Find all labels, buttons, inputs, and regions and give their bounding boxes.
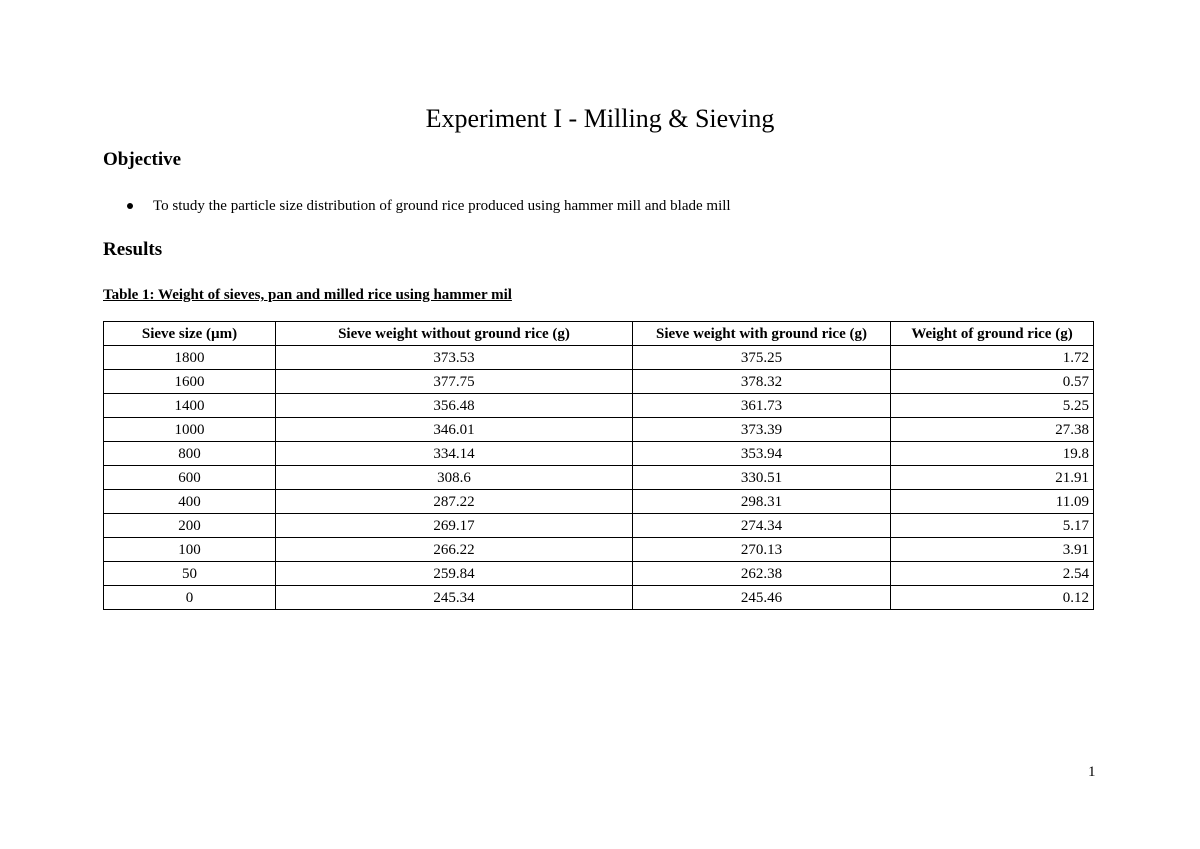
cell-sieve-size: 50 bbox=[104, 562, 276, 586]
cell-sieve-weight-with: 298.31 bbox=[633, 490, 891, 514]
cell-sieve-weight-without: 245.34 bbox=[276, 586, 633, 610]
objective-heading: Objective bbox=[103, 149, 182, 170]
cell-sieve-size: 600 bbox=[104, 466, 276, 490]
cell-ground-rice-weight: 1.72 bbox=[891, 346, 1094, 370]
cell-sieve-weight-with: 330.51 bbox=[633, 466, 891, 490]
table-header-row bbox=[104, 322, 1094, 346]
cell-ground-rice-weight: 0.12 bbox=[891, 586, 1094, 610]
cell-sieve-weight-with: 361.73 bbox=[633, 394, 891, 418]
cell-ground-rice-weight: 5.17 bbox=[891, 514, 1094, 538]
objective-text: To study the particle size distribution of ground rice produced using hammer mill and blade mill bbox=[153, 198, 731, 214]
cell-sieve-weight-with: 373.39 bbox=[633, 418, 891, 442]
cell-sieve-weight-without: 377.75 bbox=[276, 370, 633, 394]
page-title: Experiment I - Milling & Sieving bbox=[425, 104, 775, 133]
cell-ground-rice-weight: 3.91 bbox=[891, 538, 1094, 562]
table-row bbox=[104, 370, 1094, 394]
cell-sieve-size: 800 bbox=[104, 442, 276, 466]
cell-sieve-size: 1000 bbox=[104, 418, 276, 442]
table-row bbox=[104, 586, 1094, 610]
header-sieve-size: Sieve size (µm) bbox=[104, 322, 276, 346]
table-row bbox=[104, 538, 1094, 562]
table-row bbox=[104, 394, 1094, 418]
header-sieve-weight-without: Sieve weight without ground rice (g) bbox=[276, 322, 633, 346]
table-row bbox=[104, 442, 1094, 466]
objective-item bbox=[127, 196, 731, 216]
table-row bbox=[104, 466, 1094, 490]
cell-sieve-size: 1400 bbox=[104, 394, 276, 418]
sieve-weight-table bbox=[103, 321, 1094, 610]
cell-sieve-weight-with: 378.32 bbox=[633, 370, 891, 394]
cell-sieve-weight-with: 270.13 bbox=[633, 538, 891, 562]
table-row bbox=[104, 346, 1094, 370]
objective-list bbox=[127, 196, 731, 216]
header-sieve-weight-with: Sieve weight with ground rice (g) bbox=[633, 322, 891, 346]
table-row bbox=[104, 514, 1094, 538]
cell-sieve-weight-with: 262.38 bbox=[633, 562, 891, 586]
cell-sieve-size: 100 bbox=[104, 538, 276, 562]
cell-sieve-size: 1600 bbox=[104, 370, 276, 394]
cell-sieve-weight-with: 274.34 bbox=[633, 514, 891, 538]
cell-sieve-size: 400 bbox=[104, 490, 276, 514]
bullet-icon bbox=[127, 203, 133, 209]
table-row bbox=[104, 490, 1094, 514]
cell-sieve-weight-without: 308.6 bbox=[276, 466, 633, 490]
cell-sieve-weight-without: 266.22 bbox=[276, 538, 633, 562]
cell-sieve-weight-with: 353.94 bbox=[633, 442, 891, 466]
table-body bbox=[104, 346, 1094, 610]
cell-sieve-weight-without: 346.01 bbox=[276, 418, 633, 442]
cell-sieve-size: 1800 bbox=[104, 346, 276, 370]
cell-ground-rice-weight: 5.25 bbox=[891, 394, 1094, 418]
table-caption: Table 1: Weight of sieves, pan and milled rice using hammer mil bbox=[103, 287, 512, 303]
header-ground-rice-weight: Weight of ground rice (g) bbox=[891, 322, 1094, 346]
cell-sieve-weight-with: 245.46 bbox=[633, 586, 891, 610]
cell-sieve-weight-without: 269.17 bbox=[276, 514, 633, 538]
cell-ground-rice-weight: 11.09 bbox=[891, 490, 1094, 514]
cell-sieve-weight-without: 259.84 bbox=[276, 562, 633, 586]
results-heading: Results bbox=[103, 239, 163, 260]
cell-sieve-weight-with: 375.25 bbox=[633, 346, 891, 370]
table-row bbox=[104, 562, 1094, 586]
cell-sieve-weight-without: 373.53 bbox=[276, 346, 633, 370]
cell-sieve-weight-without: 356.48 bbox=[276, 394, 633, 418]
page-number: 1 bbox=[1088, 764, 1096, 780]
cell-ground-rice-weight: 2.54 bbox=[891, 562, 1094, 586]
table-row bbox=[104, 418, 1094, 442]
cell-ground-rice-weight: 21.91 bbox=[891, 466, 1094, 490]
cell-sieve-size: 0 bbox=[104, 586, 276, 610]
cell-ground-rice-weight: 19.8 bbox=[891, 442, 1094, 466]
cell-ground-rice-weight: 0.57 bbox=[891, 370, 1094, 394]
cell-sieve-weight-without: 287.22 bbox=[276, 490, 633, 514]
cell-sieve-weight-without: 334.14 bbox=[276, 442, 633, 466]
cell-ground-rice-weight: 27.38 bbox=[891, 418, 1094, 442]
cell-sieve-size: 200 bbox=[104, 514, 276, 538]
